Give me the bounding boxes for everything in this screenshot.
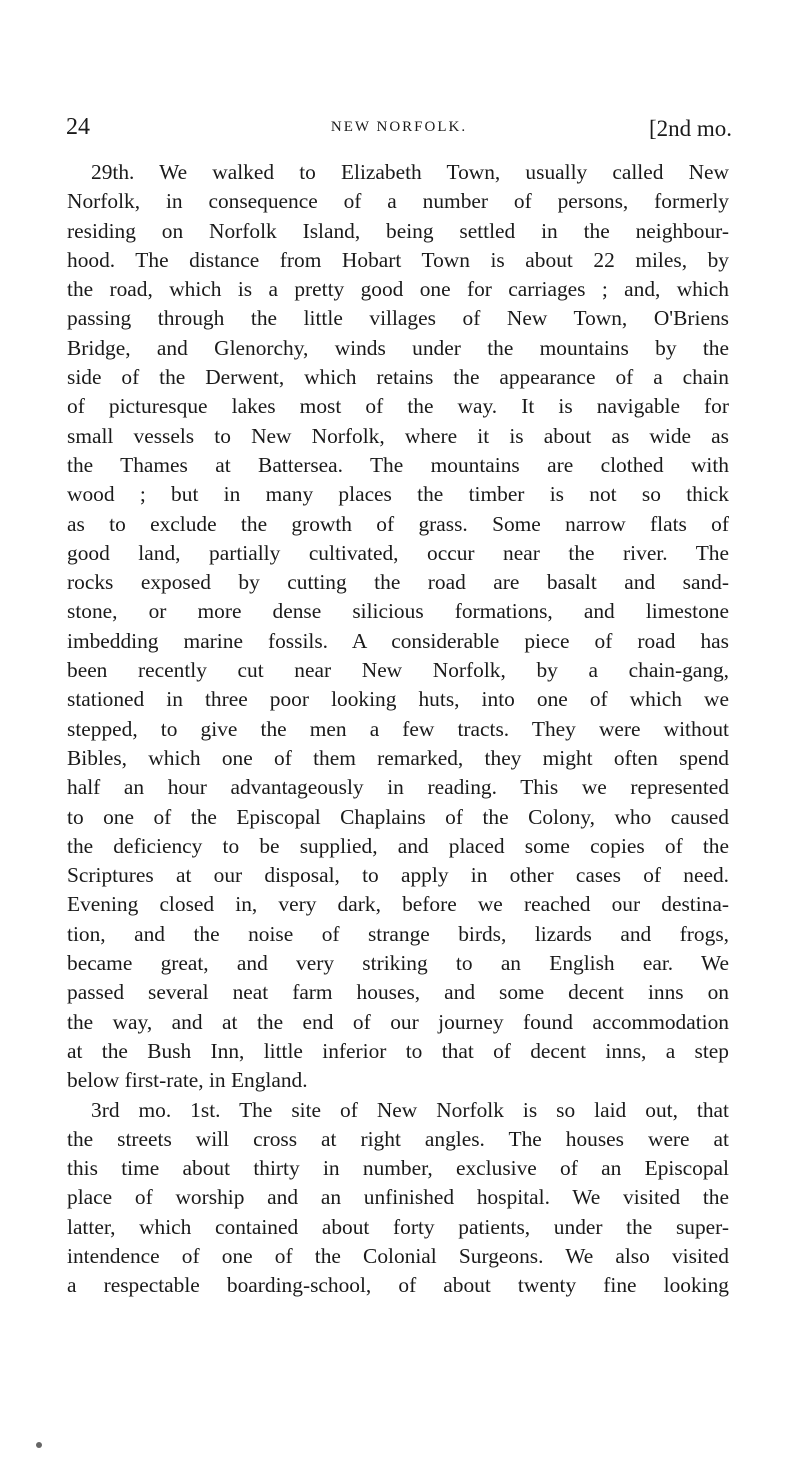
- text-line: 3rd mo. 1st. The site of New Norfolk is so laid out, that: [91, 1097, 729, 1122]
- text-line: as to exclude the growth of grass. Some narrow flats of: [67, 511, 729, 536]
- text-line: place of worship and an unfinished hospital. We visited the: [67, 1185, 729, 1210]
- text-line: stone, or more dense silicious formations, and limestone: [67, 599, 729, 624]
- text-line: Norfolk, in consequence of a number of persons, formerly: [67, 189, 729, 214]
- text-line: the deficiency to be supplied, and placed some copies of the: [67, 833, 729, 858]
- text-line: the streets will cross at right angles. The houses were at: [67, 1126, 729, 1151]
- text-line: to one of the Episcopal Chaplains of the Colony, who caused: [67, 804, 729, 829]
- text-line: half an hour advantageously in reading. This we represented: [67, 775, 729, 800]
- text-line: passing through the little villages of New Town, O'Briens: [67, 306, 729, 331]
- text-line: passed several neat farm houses, and some decent inns on: [67, 980, 729, 1005]
- text-line: residing on Norfolk Island, being settled in the neighbour-: [67, 218, 729, 243]
- text-line: the Thames at Battersea. The mountains are clothed with: [67, 452, 729, 477]
- page-number: 24: [66, 114, 90, 140]
- body-text: [67, 158, 729, 1301]
- page-header: [66, 114, 732, 148]
- text-line: a respectable boarding-school, of about twenty fine looking: [67, 1273, 729, 1298]
- text-line: at the Bush Inn, little inferior to that of decent inns, a step: [67, 1038, 729, 1063]
- text-line: imbedding marine fossils. A considerable piece of road has: [67, 628, 729, 653]
- text-line: intendence of one of the Colonial Surgeons. We also visited: [67, 1243, 729, 1268]
- ink-speck: [36, 1442, 42, 1448]
- text-line: stepped, to give the men a few tracts. They were without: [67, 716, 729, 741]
- text-line: hood. The distance from Hobart Town is about 22 miles, by: [67, 247, 729, 272]
- running-title: NEW NORFOLK.: [330, 119, 468, 135]
- text-line: side of the Derwent, which retains the appearance of a chain: [67, 365, 729, 390]
- text-line: rocks exposed by cutting the road are basalt and sand-: [67, 570, 729, 595]
- text-line: small vessels to New Norfolk, where it is about as wide as: [67, 423, 729, 448]
- text-line: 29th. We walked to Elizabeth Town, usually called New: [91, 160, 729, 184]
- text-line: the road, which is a pretty good one for carriages ; and, which: [67, 277, 729, 302]
- text-line: tion, and the noise of strange birds, lizards and frogs,: [67, 921, 729, 946]
- text-line: Bridge, and Glenorchy, winds under the mountains by the: [67, 335, 729, 360]
- text-line: this time about thirty in number, exclusive of an Episcopal: [67, 1156, 729, 1181]
- text-line: Evening closed in, very dark, before we reached our destina-: [67, 892, 729, 917]
- text-line: Scriptures at our disposal, to apply in other cases of need.: [67, 863, 729, 888]
- text-line: below first-rate, in England.: [67, 1068, 308, 1093]
- text-line: the way, and at the end of our journey found accommodation: [67, 1009, 729, 1034]
- text-line: good land, partially cultivated, occur near the river. The: [67, 540, 729, 565]
- text-line: Bibles, which one of them remarked, they might often spend: [67, 745, 729, 770]
- text-line: latter, which contained about forty patients, under the super-: [67, 1214, 729, 1239]
- text-line: stationed in three poor looking huts, into one of which we: [67, 687, 729, 712]
- text-line: of picturesque lakes most of the way. It is navigable for: [67, 394, 729, 419]
- header-date-marker: [2nd mo.: [648, 116, 732, 141]
- text-line: been recently cut near New Norfolk, by a chain-gang,: [67, 658, 729, 683]
- text-line: wood ; but in many places the timber is not so thick: [67, 482, 729, 507]
- text-line: became great, and very striking to an English ear. We: [67, 951, 729, 976]
